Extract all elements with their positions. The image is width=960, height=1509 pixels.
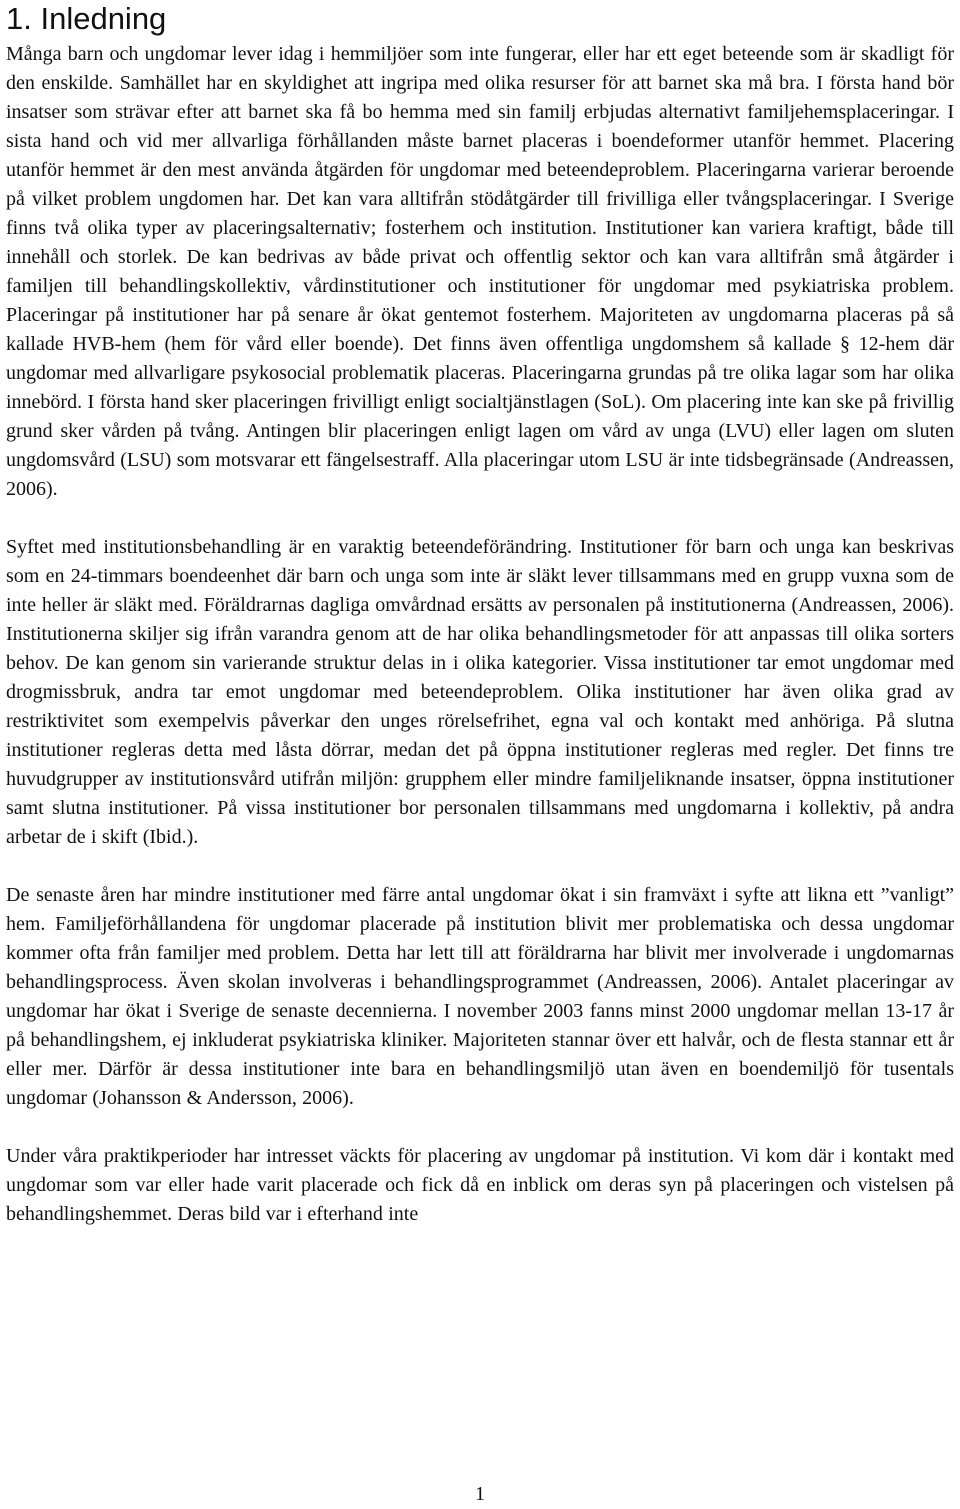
document-page [6,0,954,1509]
body-paragraph-4: Under våra praktikperioder har intresset väckts för placering av ungdomar på institution. Vi kom där i kontakt med ungdomar som var eller hade varit placerade och fick då en inblick om deras syn på placeringen och vistelsen på behandlingshemmet. Deras bild var i efterhand inte [6,1145,954,1225]
body-paragraph-2: Syftet med institutionsbehandling är en varaktig beteendeförändring. Institutioner för barn och unga kan beskrivas som en 24-timmars boendeenhet där barn och unga som inte är släkt lever tillsammans med en grupp vuxna som de inte heller är släkt med. Föräldrarnas dagliga omvårdnad ersätts av personalen på institutionerna (Andreassen, 2006). Institutionerna skiljer sig ifrån varandra genom att de har olika behandlingsmetoder för att anpassas till olika sorters behov. De kan genom sin varierande struktur delas in i olika kategorier. Vissa institutioner tar emot ungdomar med drogmissbruk, andra tar emot ungdomar med beteendeproblem. Olika institutioner har även olika grad av restriktivitet som exempelvis påverkar den unges rörelsefrihet, egna val och kontakt med anhöriga. På slutna institutioner regleras detta med låsta dörrar, medan det på öppna institutioner regleras med regler. Det finns tre huvudgrupper av institutionsvård utifrån miljön: grupphem eller mindre familjeliknande insatser, öppna institutioner samt slutna institutioner. På vissa institutioner bor personalen tillsammans med ungdomarna i kollektiv, på andra arbetar de i skift (Ibid.). [6,536,954,848]
page-number: 1 [475,1483,485,1505]
section-heading: 1. Inledning [6,1,167,36]
body-paragraph-3: De senaste åren har mindre institutioner med färre antal ungdomar ökat i sin framväxt i syfte att likna ett ”vanligt” hem. Familjeförhållandena för ungdomar placerade på institution blivit mer problematiska och dessa ungdomar kommer ofta från familjer med problem. Detta har lett till att föräldrarna har blivit mer involverade i ungdomarnas behandlingsprocess. Även skolan involveras i behandlingsprogrammet (Andreassen, 2006). Antalet placeringar av ungdomar har ökat i Sverige de senaste decennierna. I november 2003 fanns minst 2000 ungdomar mellan 13-17 år på behandlingshem, ej inkluderat psykiatriska kliniker. Majoriteten stannar över ett halvår, och de flesta stannar ett år eller mer. Därför är dessa institutioner inte bara en behandlingsmiljö utan även en boendemiljö för tusentals ungdomar (Johansson & Andersson, 2006). [6,884,954,1109]
body-paragraph-1: Många barn och ungdomar lever idag i hemmiljöer som inte fungerar, eller har ett eget beteende som är skadligt för den enskilde. Samhället har en skyldighet att ingripa med olika resurser för att barnet ska må bra. I första hand bör insatser som strävar efter att barnet ska få bo hemma med sin familj erbjudas alternativt familjehemsplaceringar. I sista hand och vid mer allvarliga förhållanden måste barnet placeras i boendeformer utanför hemmet. Placering utanför hemmet är den mest använda åtgärden för ungdomar med beteendeproblem. Placeringarna varierar beroende på vilket problem ungdomen har. Det kan vara alltifrån stödåtgärder till frivilliga eller tvångsplaceringar. I Sverige finns två olika typer av placeringsalternativ; fosterhem och institution. Institutioner kan variera kraftigt, både till innehåll och storlek. De kan bedrivas av både privat och offentlig sektor och kan vara alltifrån små åtgärder i familjen till behandlingskollektiv, vårdinstitutioner och institutioner för ungdomar med psykiatriska problem. Placeringar på institutioner har på senare år ökat gentemot fosterhem. Majoriteten av ungdomarna placeras på så kallade HVB-hem (hem för vård eller boende). Det finns även offentliga ungdomshem så kallade § 12-hem där ungdomar med allvarligare psykosocial problematik placeras. Placeringarna grundas på tre olika lagar som har olika innebörd. I första hand sker placeringen frivilligt enligt socialtjänstlagen (SoL). Om placering inte kan ske på frivillig grund sker vården på tvång. Antingen blir placeringen enligt lagen om vård av unga (LVU) eller lagen om sluten ungdomsvård (LSU) som motsvarar ett fängelsestraff. Alla placeringar utom LSU är inte tidsbegränsade (Andreassen, 2006). [6,43,954,500]
